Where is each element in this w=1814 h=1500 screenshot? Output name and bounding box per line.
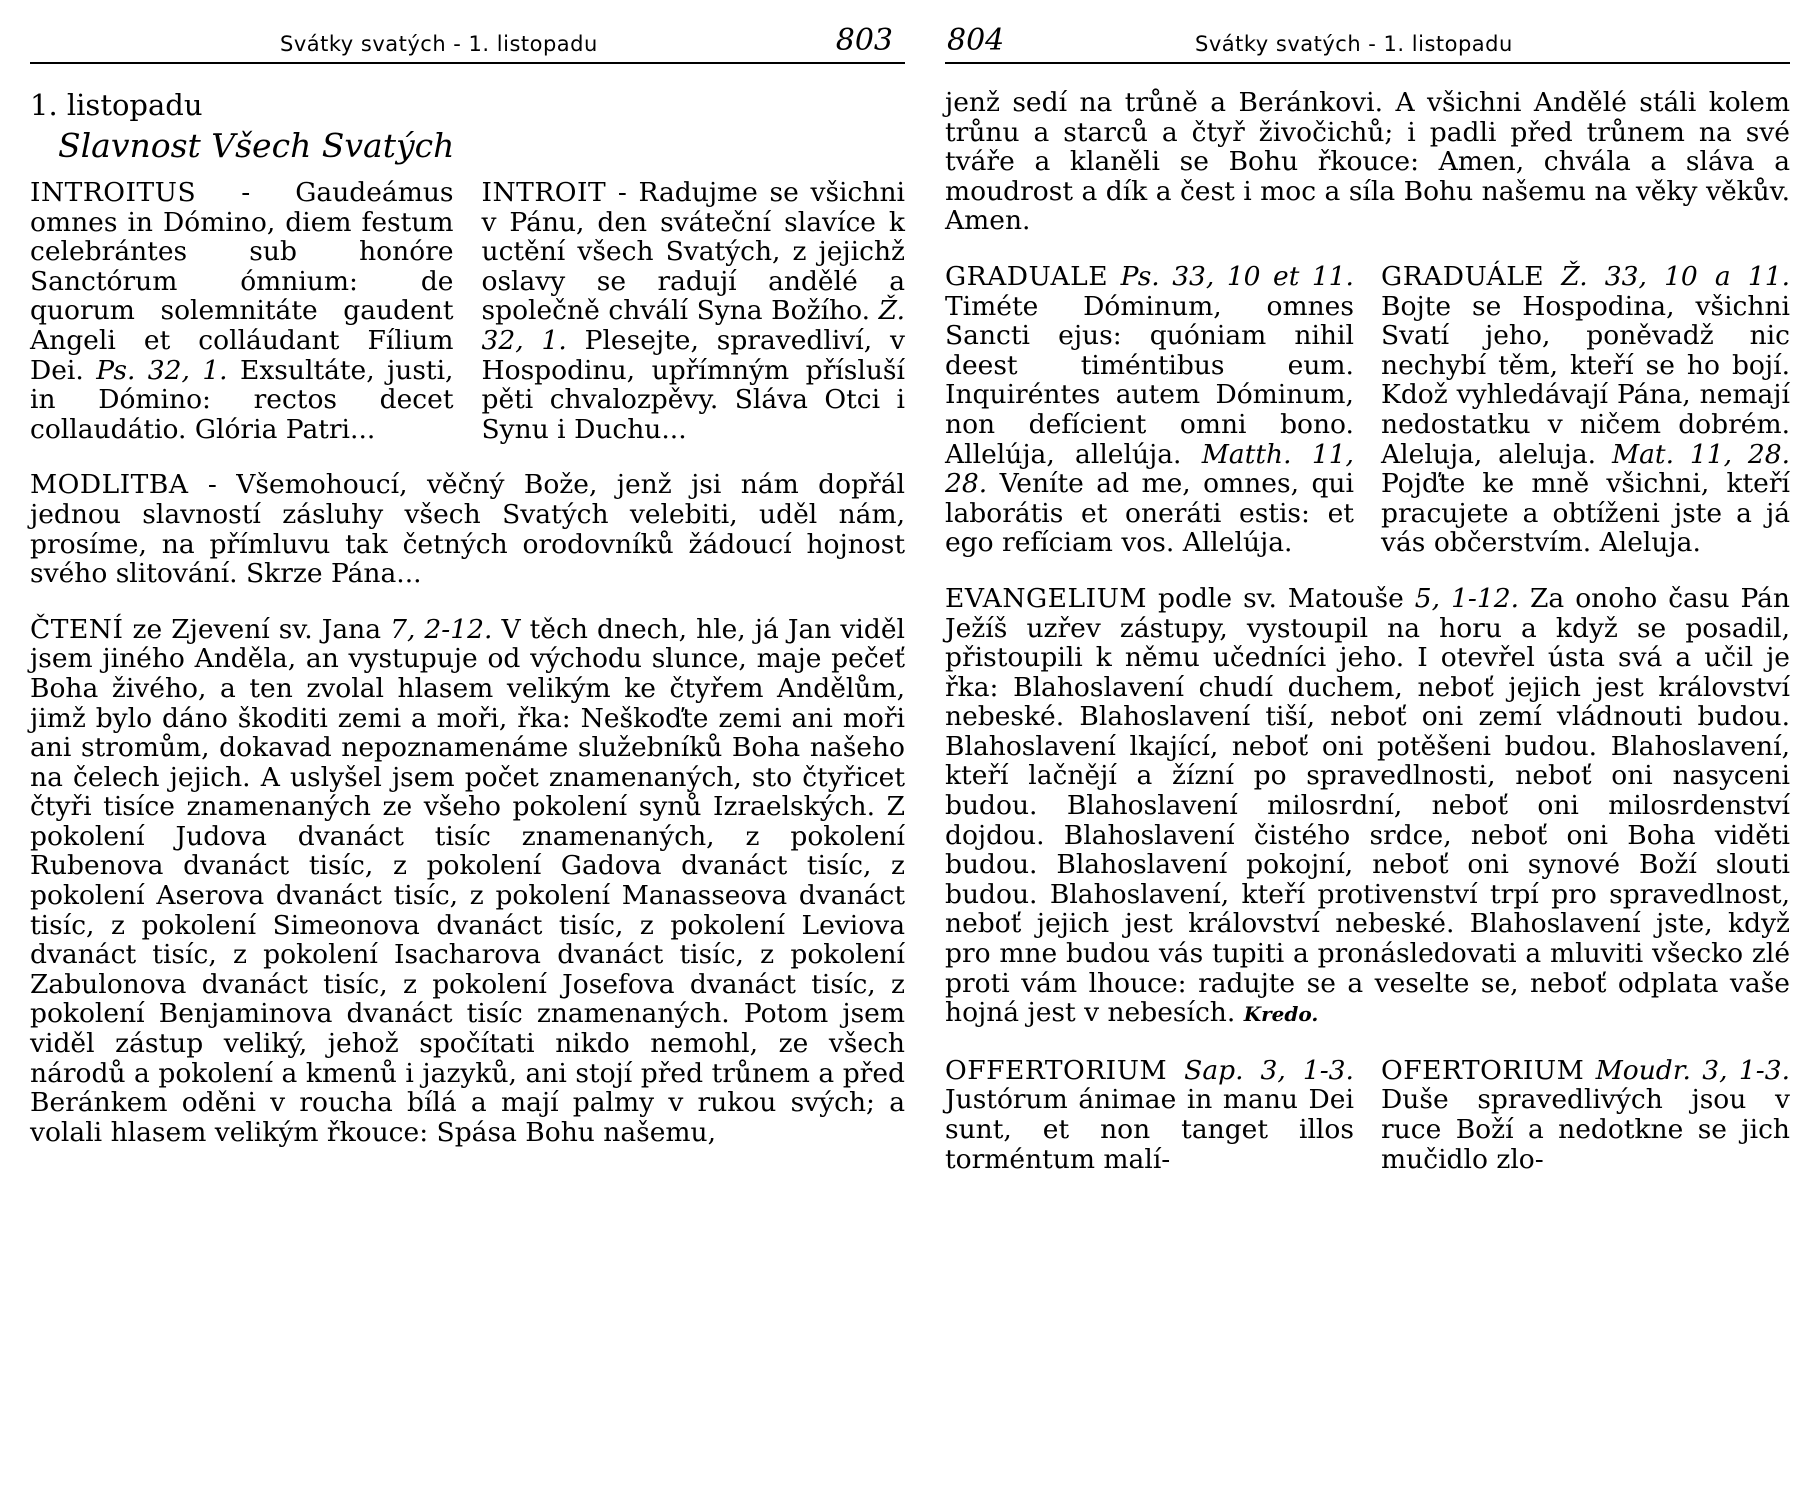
- graduale-latin-ref: Ps. 33, 10 et 11.: [1108, 260, 1354, 292]
- right-page-content: [945, 88, 1790, 1174]
- running-head: [30, 22, 905, 64]
- page-number: 803: [835, 23, 893, 58]
- introitus-section: [30, 178, 905, 444]
- date-line: 1. listopadu: [30, 88, 203, 122]
- introitus-latin-label: INTROITUS: [30, 177, 197, 208]
- evangelium-text-a: podle sv. Matouše: [1147, 582, 1415, 614]
- cteni-label: ČTENÍ: [30, 613, 124, 645]
- introitus-czech: [482, 178, 906, 444]
- evangelium-label: EVANGELIUM: [945, 582, 1148, 614]
- introitus-czech-ref: Ž. 32, 1.: [481, 295, 905, 356]
- left-page: [30, 0, 905, 1500]
- right-page: [945, 0, 1790, 1500]
- introitus-latin: [30, 178, 454, 444]
- cteni-text-b: V těch dnech, hle, já Jan viděl jsem jiného Anděla, an vystupuje od východu slunce, maje pečeť Boha živého, a ten zvolal hlasem velikým ke čtyřem Andělům, jimž bylo dáno škoditi zemi a moři, řka: Neškoďte zemi ani moři ani stromům, dokavad nepoznamenáme služebníků Boha našeho na čelech jejich. A uslyšel jsem počet znamenaných, sto čtyřicet čtyři tisíce znamenaných ze všeho pokolení synů Izraelských. Z pokolení Judova dvanáct tisíc znamenaných, z pokolení Rubenova dvanáct tisíc, z pokolení Gadova dvanáct tisíc, z pokolení Aserova dvanáct tisíc, z pokolení Manasseova dvanáct tisíc, z pokolení Simeonova dvanáct tisíc, z pokolení Leviova dvanáct tisíc, z pokolení Isacharova dvanáct tisíc, z pokolení Zabulonova dvanáct tisíc, z pokolení Josefova dvanáct tisíc, z pokolení Benjaminova dvanáct tisíc znamenaných. Potom jsem viděl zástup veliký, jehož spočítati nikdo nemohl, ze všech národů a pokolení a kmenů i jazyků, ani stojí před trůnem a před Beránkem oděni v roucha bílá a mají palmy v rukou svých; a volali hlasem velikým řkouce: Spása Bohu našemu,: [30, 613, 905, 1148]
- running-head-title: Svátky svatých - 1. listopadu: [280, 32, 598, 56]
- offertorium-latin: [945, 1056, 1354, 1174]
- graduale-czech: [1381, 262, 1790, 558]
- graduale-latin-label: GRADUALE: [945, 260, 1109, 292]
- section-gap: [945, 558, 1790, 584]
- graduale-latin-ref2: Matth. 11, 28.: [945, 438, 1354, 500]
- graduale-latin-text2: Veníte ad me, omnes, qui laborátis et oneráti estis: et ego refíciam vos. Allelúja.: [945, 468, 1354, 559]
- offertorium-czech-text: Duše spravedlivých jsou v ruce Boží a nedotkne se jich mučidlo zlo-: [1381, 1084, 1790, 1175]
- offertorium-czech-ref: Moudr. 3, 1-3.: [1584, 1054, 1790, 1086]
- graduale-section: [945, 262, 1790, 558]
- cteni-section: [30, 615, 905, 1148]
- modlitba-section: [30, 470, 905, 588]
- running-head-title: Svátky svatých - 1. listopadu: [1195, 32, 1513, 56]
- offertorium-czech-label: OFERTORIUM: [1381, 1054, 1585, 1086]
- introitus-czech-label: INTROIT: [481, 177, 607, 208]
- page-number: 804: [947, 23, 1005, 58]
- graduale-latin: [945, 262, 1354, 558]
- modlitba-text: - Všemohoucí, věčný Bože, jenž jsi nám dopřál jednou slavností zásluhy všech Svatých velebiti, uděl nám, prosíme, na přímluvu tak četných orodovníků žádoucí hojnost svého slitování. Skrze Pána...: [30, 469, 905, 590]
- left-page-content: [30, 88, 905, 1147]
- section-gap: [945, 236, 1790, 262]
- feast-title: Slavnost Všech Svatých: [58, 126, 455, 165]
- offertorium-latin-text: Justórum ánimae in manu Dei sunt, et non tanget illos torméntum malí-: [945, 1084, 1354, 1175]
- offertorium-czech: [1381, 1056, 1790, 1174]
- cteni-ref: 7, 2-12.: [390, 613, 493, 645]
- graduale-czech-ref: Ž. 33, 10 a 11.: [1544, 260, 1790, 292]
- section-gap: [945, 1030, 1790, 1056]
- introitus-latin-text2: Exsultáte, justi, in Dómino: rectos decet collaudátio. Glória Patri...: [30, 354, 454, 445]
- offertorium-latin-ref: Sap. 3, 1-3.: [1167, 1054, 1354, 1086]
- section-gap: [30, 444, 905, 470]
- introitus-czech-text: - Radujme se všichni v Pánu, den sváteční slavíce k uctění všech Svatých, z jejichž oslavy se radují andělé a společně chválí Syna Božího.: [481, 177, 905, 327]
- introitus-latin-text: - Gaudeámus omnes in Dómino, diem festum celebrántes sub honóre Sanctórum ómnium: de quorum solemnitáte gaudent Angeli et colláudant Fílium Dei.: [30, 177, 454, 386]
- running-head: [945, 22, 1790, 64]
- offertorium-section: [945, 1056, 1790, 1174]
- evangelium-section: [945, 584, 1790, 1030]
- modlitba-label: MODLITBA: [30, 469, 189, 501]
- evangelium-text-b: Za onoho času Pán Ježíš uzřev zástupy, vystoupil na horu a když se posadil, přistoupili k němu učedníci jeho. I otevřel ústa svá a učil je řka: Blahoslavení chudí duchem, neboť jejich jest království nebeské. Blahoslavení tiší, neboť oni zemí vládnouti budou. Blahoslavení lkající, neboť oni potěšeni budou. Blahoslavení, kteří lačnějí a žízní po spravedlnosti, neboť oni nasyceni budou. Blahoslavení milosrdní, neboť oni milosrdenství dojdou. Blahoslavení čistého srdce, neboť oni Boha viděti budou. Blahoslavení pokojní, neboť oni synové Boží slouti budou. Blahoslavení, kteří protivenství trpí pro spravedlnost, neboť jejich jest království nebeské. Blahoslavení jste, když pro mne budou vás tupiti a pronásledovati a mluviti všecko zlé proti vám lhouce: radujte se a veselte se, neboť odplata vaše hojná jest v nebesích.: [945, 582, 1790, 1029]
- evangelium-ref: 5, 1-12.: [1414, 582, 1520, 614]
- offertorium-latin-label: OFFERTORIUM: [945, 1054, 1168, 1086]
- graduale-czech-ref2: Mat. 11, 28.: [1611, 438, 1790, 470]
- graduale-latin-text: Timéte Dóminum, omnes Sancti ejus: quóniam nihil deest timéntibus eum. Inquiréntes autem Dóminum, non defícient omni bono. Allelúja, allelúja.: [945, 290, 1354, 470]
- introitus-latin-ref: Ps. 32, 1.: [96, 354, 228, 386]
- section-gap: [30, 589, 905, 615]
- cteni-text-a: ze Zjevení sv. Jana: [123, 613, 391, 645]
- graduale-czech-text: Bojte se Hospodina, všichni Svatí jeho, poněvadž nic nechybí těm, kteří se ho bojí. Kdož vyhledávají Pána, nemají nedostatku v ničem dobrém. Aleluja, aleluja.: [1381, 290, 1790, 470]
- graduale-czech-text2: Pojďte ke mně všichni, kteří pracujete a obtíženi jste a já vás občerstvím. Aleluja.: [1381, 468, 1790, 559]
- continuation-text: jenž sedí na trůně a Beránkovi. A všichni Andělé stáli kolem trůnu a starců a čtyř živočichů; i padli před trůnem na své tváře a klaněli se Bohu řkouce: Amen, chvála a sláva a moudrost a dík a čest i moc a síla Bohu našemu na věky věkův. Amen.: [945, 87, 1790, 237]
- kredo-rubric: Kredo.: [1243, 1002, 1319, 1027]
- graduale-czech-label: GRADUÁLE: [1381, 260, 1545, 292]
- introitus-czech-text2: Plesejte, spravedliví, v Hospodinu, upřímným přísluší pěti chvalozpěvy. Sláva Otci i Synu i Duchu...: [481, 324, 905, 445]
